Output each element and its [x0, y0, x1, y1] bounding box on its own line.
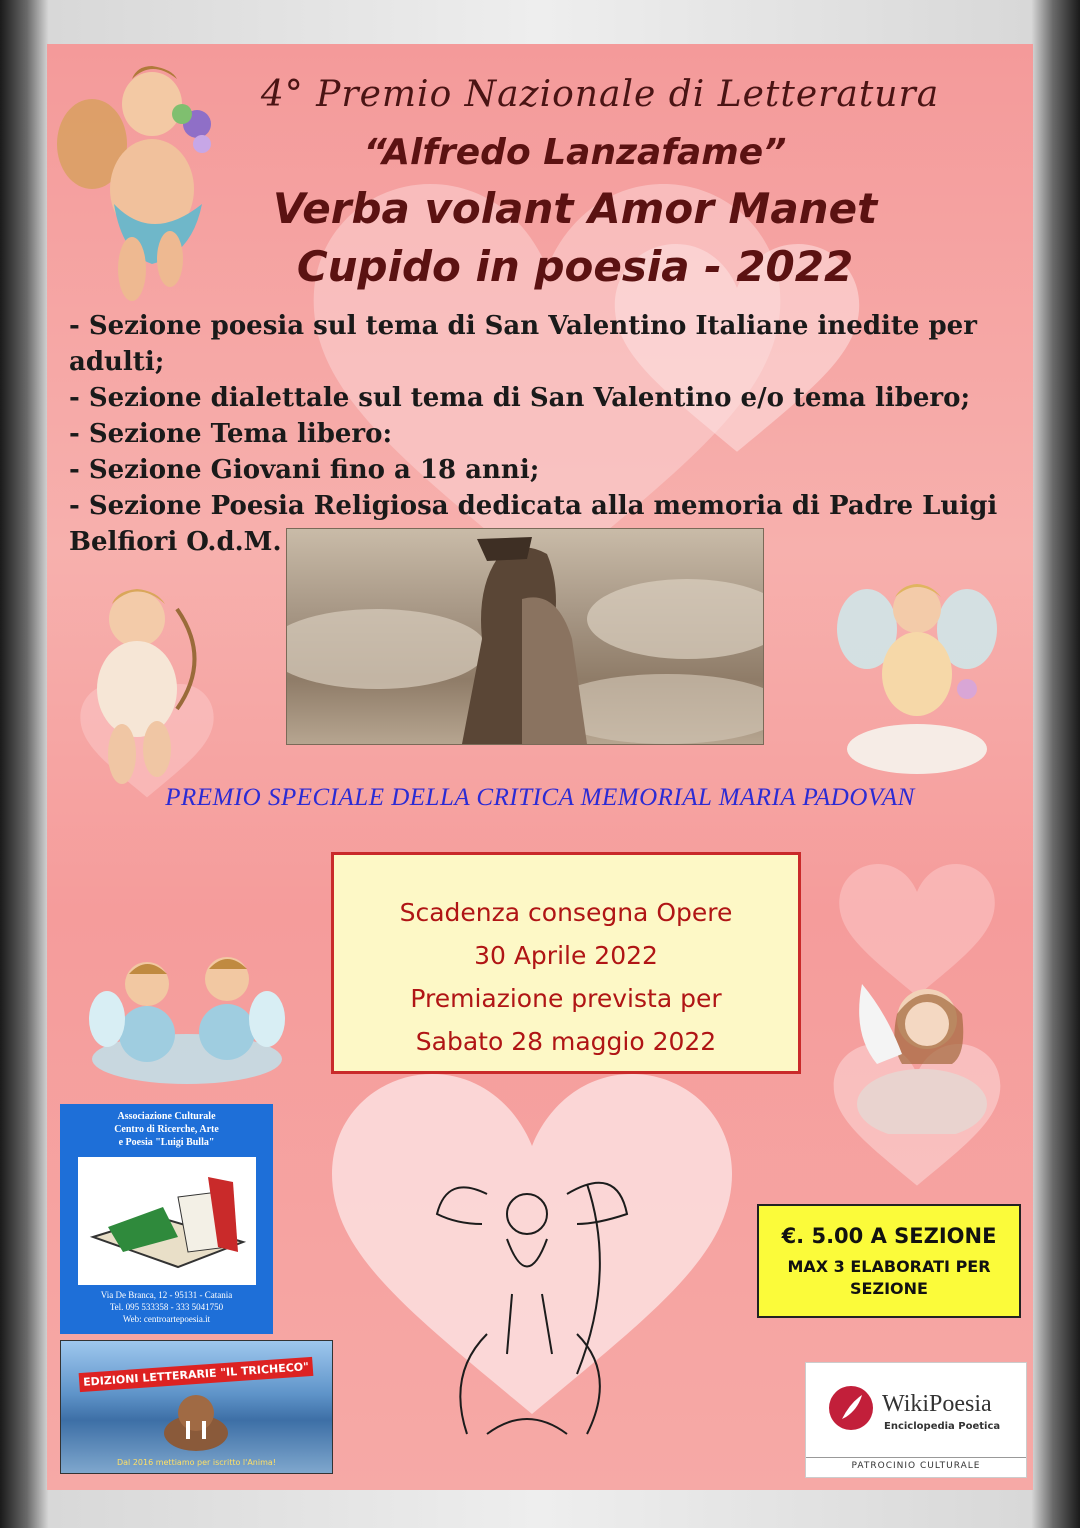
- award-motto: Verba volant Amor Manet: [272, 184, 878, 233]
- cherub-with-bow-image: [67, 579, 217, 789]
- list-item: - Sezione poesia sul tema di San Valentino Italiane inedite per adulti;: [69, 311, 977, 377]
- poster: [47, 44, 1033, 1490]
- cherub-on-cloud-image: [837, 569, 997, 779]
- wikipoesia-logo: [805, 1362, 1027, 1478]
- list-item: - Sezione Poesia Religiosa dedicata alla memoria di Padre Luigi Belfiori O.d.M.: [69, 491, 998, 557]
- list-item: - Sezione Tema libero:: [69, 419, 393, 449]
- publisher-logo: [60, 1340, 333, 1474]
- publisher-banner: EDIZIONI LETTERARIE "IL TRICHECO": [79, 1357, 314, 1392]
- association-logo: [60, 1104, 273, 1334]
- wikipoesia-name: WikiPoesia: [882, 1391, 992, 1417]
- association-name-line1: Associazione Culturale: [117, 1111, 216, 1122]
- kiss-painting-image: [286, 528, 764, 745]
- association-website[interactable]: Web: centroartepoesia.it: [122, 1314, 211, 1324]
- award-subtitle: Cupido in poesia - 2022: [296, 242, 854, 291]
- publisher-tagline: Dal 2016 mettiamo per iscritto l'Anima!: [116, 1458, 276, 1467]
- event-edition-title: 4° Premio Nazionale di Letteratura: [260, 74, 940, 115]
- walrus-icon: [156, 1385, 236, 1455]
- fee-limit: MAX 3 ELABORATI PER SEZIONE: [787, 1257, 991, 1298]
- wikipoesia-patronage: PATROCINIO CULTURALE: [806, 1457, 1026, 1471]
- association-name-line2: Centro di Ricerche, Arte: [114, 1124, 219, 1135]
- cherubs-musicians-image: [87, 944, 287, 1084]
- award-ceremony-date: Sabato 28 maggio 2022: [415, 1027, 717, 1056]
- fee-box: [757, 1204, 1021, 1318]
- deadline-box: [331, 852, 801, 1074]
- list-item: - Sezione dialettale sul tema di San Valentino e/o tema libero;: [69, 383, 971, 413]
- girl-with-dove-image: [832, 974, 992, 1134]
- award-ceremony-label: Premiazione prevista per: [410, 984, 722, 1013]
- list-item: - Sezione Giovani fino a 18 anni;: [69, 455, 540, 485]
- special-prize-text: PREMIO SPECIALE DELLA CRITICA MEMORIAL MARIA PADOVAN: [165, 784, 915, 811]
- award-name: “Alfredo Lanzafame”: [363, 132, 787, 173]
- sections-list: [69, 308, 1009, 560]
- deadline-label: Scadenza consegna Opere: [399, 898, 733, 927]
- association-address: Via De Branca, 12 - 95131 - Catania: [100, 1290, 233, 1300]
- association-phone: Tel. 095 533358 - 333 5041750: [109, 1302, 224, 1312]
- cupid-engraving-image: [427, 1154, 637, 1454]
- association-name-line3: e Poesia "Luigi Bulla": [118, 1137, 215, 1148]
- deadline-date: 30 Aprile 2022: [474, 941, 658, 970]
- fee-price: €. 5.00 A SEZIONE: [781, 1224, 997, 1248]
- quill-icon: [828, 1385, 874, 1431]
- books-and-sicily-icon: [78, 1157, 256, 1285]
- wikipoesia-subtitle: Enciclopedia Poetica: [884, 1421, 1001, 1432]
